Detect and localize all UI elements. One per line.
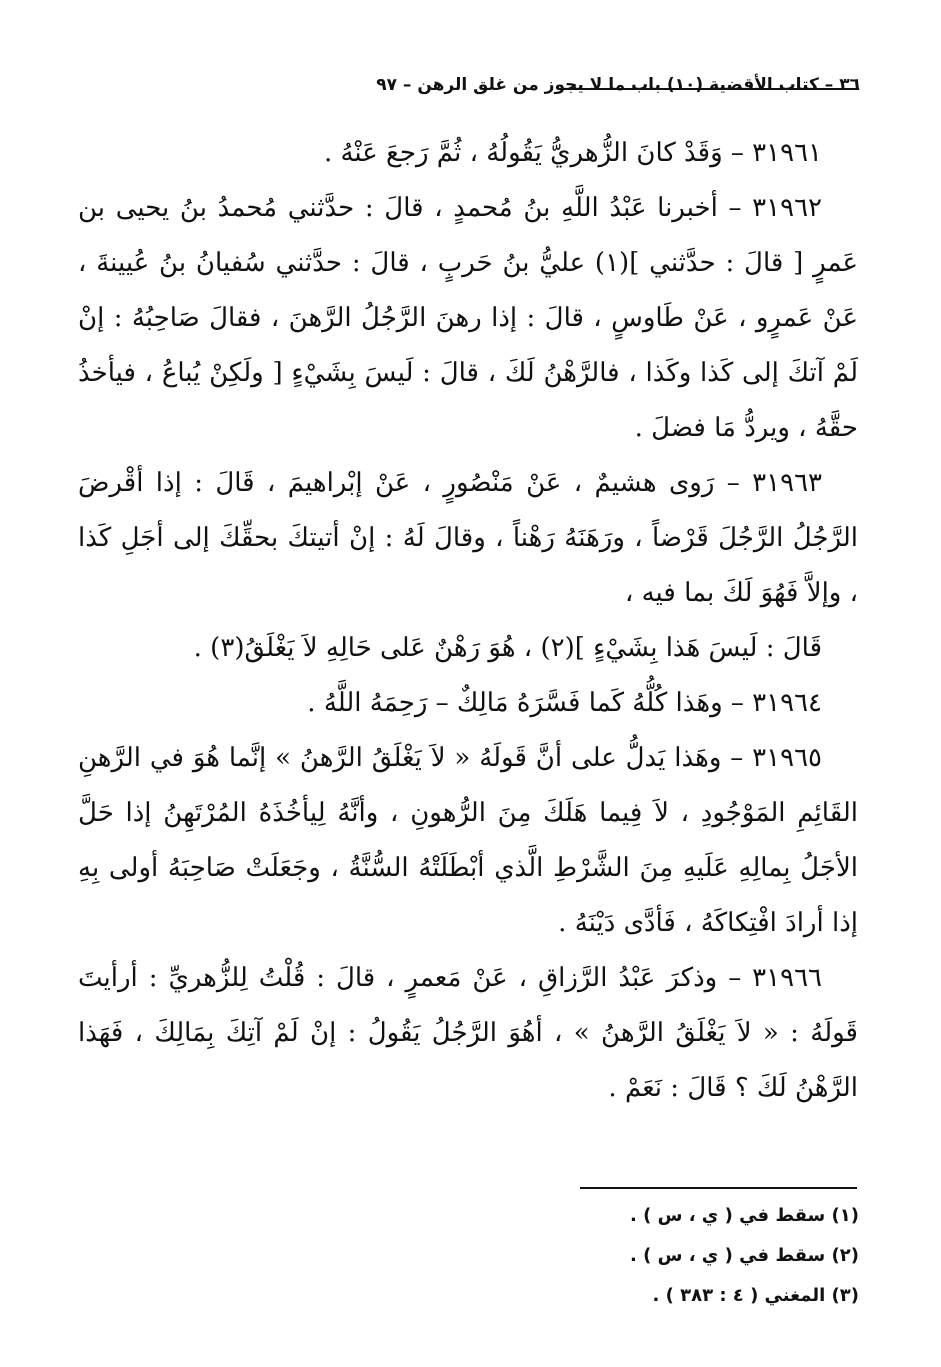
main-text [78, 126, 858, 1116]
paragraph-31963: ٣١٩٦٣ – رَوى هشيمٌ ، عَنْ مَنْصُورٍ ، عَنْ إبْراهيمَ ، قَالَ : إذا أقْرضَ الرَّجُلُ الرَّجُلَ قَرْضاً ، ورَهَنَهُ رَهْناً ، وقالَ لَهُ : إنْ أتيتكَ بحقِّكَ إلى أجَلِ كَذا ، وإلاَّ فَهُوَ لَكَ بما فيه ، [78, 468, 858, 608]
header-rule [566, 88, 858, 90]
header-title: ٣٦ – كتاب الأقضية (١٠) باب ما لا يجوز من غلق الرهن – ٩٧ [376, 75, 860, 95]
paragraph-31966: ٣١٩٦٦ – وذكرَ عَبْدُ الرَّزاقِ ، عَنْ مَعمرٍ ، قالَ : قُلْتُ لِلزُّهريِّ : أرأيتَ قَولَهُ : « لاَ يَغْلَقُ الرَّهنُ » ، أهُوَ الرَّجُلُ يَقُولُ : إنْ لَمْ آتِكَ بِمَالِكَ ، فَهَذا الرَّهْنُ لَكَ ؟ قَالَ : نَعَمْ . [78, 963, 858, 1103]
footnote-3: (٣) المغني ( ٤ : ٣٨٣ ) . [652, 1285, 859, 1306]
paragraph-31962: ٣١٩٦٢ – أخبرنا عَبْدُ اللَّهِ بنُ مُحمدٍ ، قالَ : حدَّثني مُحمدُ بنُ يحيى بن عَمرٍ [ قالَ : حدَّثني ](١) عليُّ بنُ حَربٍ ، قالَ : حدَّثني سُفيانُ بنُ عُيينةَ ، عَنْ عَمرٍو ، عَنْ طَاوسٍ ، قالَ : إذا رهنَ الرَّجُلُ الرَّهنَ ، فقالَ صَاحِبُهُ : إنْ لَمْ آتكَ إلى كَذا وكَذا ، فالرَّهْنُ لَكَ ، قالَ : لَيسَ بِشَيْءٍ [ ولَكِنْ يُباعُ ، فيأخذُ حقَّهُ ، ويردُّ مَا فضلَ . [78, 193, 858, 443]
paragraph-31964: ٣١٩٦٤ – وهَذا كُلُّهُ كَما فَسَّرَهُ مَالِكٌ – رَحِمَهُ اللَّهُ . [307, 688, 822, 718]
running-header [100, 70, 860, 100]
paragraph-31963-continued: قَالَ : لَيسَ هَذا بِشَيْءٍ ](٢) ، هُوَ رَهْنٌ عَلى حَالِهِ لاَ يَغْلَقُ(٣) . [193, 633, 822, 663]
paragraph-31961: ٣١٩٦١ – وَقَدْ كانَ الزُّهريُّ يَقُولُهُ ، ثُمَّ رَجعَ عَنْهُ . [323, 138, 822, 168]
footnote-2: (٢) سقط في ( ي ، س ) . [630, 1245, 859, 1266]
footnote-1: (١) سقط في ( ي ، س ) . [630, 1205, 859, 1226]
paragraph-31965: ٣١٩٦٥ – وهَذا يَدلُّ على أنَّ قَولَهُ « لاَ يَغْلَقُ الرَّهنُ » إنَّما هُوَ في الرَّهنِ القَائِمِ المَوْجُودِ ، لاَ فِيما هَلَكَ مِنَ الرُّهونِ ، وأنَّهُ لِيأخُذَهُ المُرْتَهِنُ إذا حَلَّ الأجَلُ بِمالِهِ عَلَيهِ مِنَ الشَّرْطِ الَّذي أبْطَلَتْهُ السُّنَّةُ ، وجَعَلَتْ صَاحِبَهُ أولى بِهِ إذا أرادَ افْتِكاكَهُ ، فَأدَّى دَيْنَهُ . [78, 743, 858, 938]
footnote-rule [580, 1187, 857, 1189]
footnotes [439, 1196, 859, 1316]
